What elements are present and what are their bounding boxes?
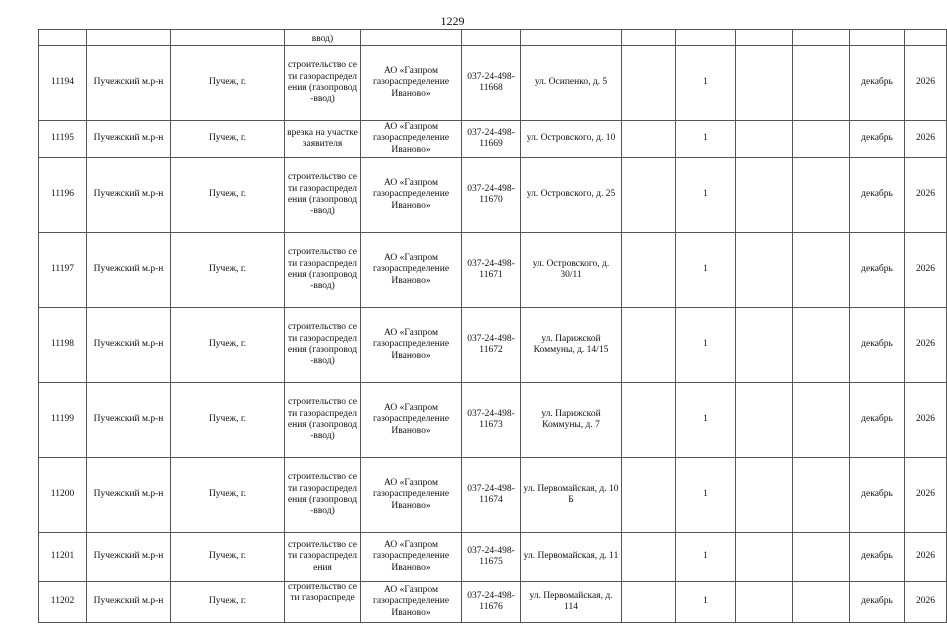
cell-empty xyxy=(736,30,793,46)
cell-empty xyxy=(622,308,676,383)
cell-count: 1 xyxy=(676,308,736,383)
cell-district: Пучежский м.р-н xyxy=(87,46,171,121)
cell-empty xyxy=(736,121,793,158)
cell-year: 2026 xyxy=(905,458,947,533)
cell-count: 1 xyxy=(676,121,736,158)
cell-count: 1 xyxy=(676,533,736,582)
cell-district: Пучежский м.р-н xyxy=(87,383,171,458)
cell-city: Пучеж, г. xyxy=(171,233,285,308)
table-row xyxy=(39,458,947,533)
cell-num: 11197 xyxy=(39,233,87,308)
cell-count: 1 xyxy=(676,582,736,623)
cell-year: 2026 xyxy=(905,533,947,582)
cell-empty xyxy=(736,533,793,582)
table-row xyxy=(39,121,947,158)
cell-count: 1 xyxy=(676,458,736,533)
cell-address xyxy=(521,30,622,46)
table-row xyxy=(39,582,947,623)
cell-city: Пучеж, г. xyxy=(171,533,285,582)
cell-month: декабрь xyxy=(850,46,905,121)
cell-city: Пучеж, г. xyxy=(171,121,285,158)
cell-code: 037-24-498-11671 xyxy=(462,233,521,308)
cell-num: 11195 xyxy=(39,121,87,158)
cell-district: Пучежский м.р-н xyxy=(87,121,171,158)
cell-code: 037-24-498-11668 xyxy=(462,46,521,121)
cell-org xyxy=(361,30,462,46)
cell-work: строительство сети газораспределения (газопровод-ввод) xyxy=(285,308,361,383)
cell-org: АО «Газпром газораспределение Иваново» xyxy=(361,458,462,533)
cell-work: строительство сети газораспределения (газопровод-ввод) xyxy=(285,383,361,458)
cell-empty xyxy=(736,158,793,233)
cell-empty xyxy=(622,46,676,121)
cell-year: 2026 xyxy=(905,158,947,233)
table-row xyxy=(39,308,947,383)
cell-city: Пучеж, г. xyxy=(171,582,285,623)
cell-year: 2026 xyxy=(905,308,947,383)
cell-count: 1 xyxy=(676,46,736,121)
cell-address: ул. Островского, д. 25 xyxy=(521,158,622,233)
cell-empty xyxy=(736,46,793,121)
cell-empty xyxy=(793,46,850,121)
cell-org: АО «Газпром газораспределение Иваново» xyxy=(361,308,462,383)
cell-month: декабрь xyxy=(850,233,905,308)
cell-code: 037-24-498-11672 xyxy=(462,308,521,383)
cell-org: АО «Газпром газораспределение Иваново» xyxy=(361,233,462,308)
cell-count: 1 xyxy=(676,233,736,308)
cell-year: 2026 xyxy=(905,582,947,623)
table-row xyxy=(39,533,947,582)
cell-empty xyxy=(793,158,850,233)
cell-address: ул. Островского, д. 10 xyxy=(521,121,622,158)
cell-work: строительство сети газораспределения (газопровод-ввод) xyxy=(285,458,361,533)
cell-month: декабрь xyxy=(850,533,905,582)
cell-district: Пучежский м.р-н xyxy=(87,582,171,623)
cell-month: декабрь xyxy=(850,121,905,158)
cell-code: 037-24-498-11675 xyxy=(462,533,521,582)
cell-city: Пучеж, г. xyxy=(171,46,285,121)
cell-empty xyxy=(793,233,850,308)
cell-empty xyxy=(622,30,676,46)
cell-district: Пучежский м.р-н xyxy=(87,458,171,533)
cell-code: 037-24-498-11674 xyxy=(462,458,521,533)
cell-org: АО «Газпром газораспределение Иваново» xyxy=(361,158,462,233)
cell-district: Пучежский м.р-н xyxy=(87,533,171,582)
cell-city: Пучеж, г. xyxy=(171,383,285,458)
cell-address: ул. Первомайская, д. 11 xyxy=(521,533,622,582)
cell-month: декабрь xyxy=(850,158,905,233)
cell-district xyxy=(87,30,171,46)
cell-empty xyxy=(736,233,793,308)
cell-num: 11198 xyxy=(39,308,87,383)
cell-address: ул. Первомайская, д. 114 xyxy=(521,582,622,623)
cell-city: Пучеж, г. xyxy=(171,458,285,533)
page-number: 1229 xyxy=(440,14,465,28)
cell-num xyxy=(39,30,87,46)
cell-empty xyxy=(622,383,676,458)
cell-year: 2026 xyxy=(905,383,947,458)
table-row xyxy=(39,383,947,458)
cell-year xyxy=(905,30,947,46)
cell-address: ул. Парижской Коммуны, д. 14/15 xyxy=(521,308,622,383)
cell-address: ул. Парижской Коммуны, д. 7 xyxy=(521,383,622,458)
cell-empty xyxy=(793,582,850,623)
cell-work: строительство сети газораспределения xyxy=(285,533,361,582)
cell-empty xyxy=(736,582,793,623)
cell-city: Пучеж, г. xyxy=(171,308,285,383)
cell-num: 11200 xyxy=(39,458,87,533)
cell-count: 1 xyxy=(676,158,736,233)
table-row xyxy=(39,233,947,308)
cell-year: 2026 xyxy=(905,46,947,121)
cell-org: АО «Газпром газораспределение Иваново» xyxy=(361,582,462,623)
cell-work: врезка на участке заявителя xyxy=(285,121,361,158)
cell-month: декабрь xyxy=(850,383,905,458)
cell-count xyxy=(676,30,736,46)
cell-code: 037-24-498-11673 xyxy=(462,383,521,458)
cell-empty xyxy=(622,533,676,582)
cell-address: ул. Островского, д. 30/11 xyxy=(521,233,622,308)
cell-address: ул. Первомайская, д. 10 Б xyxy=(521,458,622,533)
cell-work: строительство сети газораспреде xyxy=(285,582,361,623)
cell-num: 11202 xyxy=(39,582,87,623)
table-body xyxy=(39,46,947,623)
table-row xyxy=(39,46,947,121)
cell-month: декабрь xyxy=(850,458,905,533)
cell-month: декабрь xyxy=(850,308,905,383)
cell-empty xyxy=(736,383,793,458)
cell-org: АО «Газпром газораспределение Иваново» xyxy=(361,383,462,458)
cell-org: АО «Газпром газораспределение Иваново» xyxy=(361,46,462,121)
cell-empty xyxy=(793,30,850,46)
cell-empty xyxy=(793,533,850,582)
cell-empty xyxy=(622,121,676,158)
cell-empty xyxy=(622,582,676,623)
cell-num: 11196 xyxy=(39,158,87,233)
cell-num: 11194 xyxy=(39,46,87,121)
cell-city xyxy=(171,30,285,46)
cell-month xyxy=(850,30,905,46)
cell-empty xyxy=(793,383,850,458)
cell-address: ул. Осипенко, д. 5 xyxy=(521,46,622,121)
cell-district: Пучежский м.р-н xyxy=(87,233,171,308)
cell-empty xyxy=(736,458,793,533)
cell-empty xyxy=(622,458,676,533)
cell-code xyxy=(462,30,521,46)
continuation-row xyxy=(39,30,947,46)
cell-num: 11201 xyxy=(39,533,87,582)
cell-district: Пучежский м.р-н xyxy=(87,158,171,233)
cell-year: 2026 xyxy=(905,121,947,158)
cell-empty xyxy=(793,121,850,158)
cell-empty xyxy=(736,308,793,383)
cell-month: декабрь xyxy=(850,582,905,623)
cell-org: АО «Газпром газораспределение Иваново» xyxy=(361,121,462,158)
registry-table xyxy=(38,29,947,623)
cell-year: 2026 xyxy=(905,233,947,308)
cell-code: 037-24-498-11676 xyxy=(462,582,521,623)
table-row xyxy=(39,158,947,233)
cell-city: Пучеж, г. xyxy=(171,158,285,233)
cell-work: строительство сети газораспределения (газопровод-ввод) xyxy=(285,158,361,233)
cell-count: 1 xyxy=(676,383,736,458)
cell-empty xyxy=(793,308,850,383)
cell-num: 11199 xyxy=(39,383,87,458)
cell-empty xyxy=(793,458,850,533)
cell-code: 037-24-498-11669 xyxy=(462,121,521,158)
cell-empty xyxy=(622,233,676,308)
cell-work: ввод) xyxy=(285,30,361,46)
cell-empty xyxy=(622,158,676,233)
cell-code: 037-24-498-11670 xyxy=(462,158,521,233)
cell-org: АО «Газпром газораспределение Иваново» xyxy=(361,533,462,582)
cell-work: строительство сети газораспределения (газопровод-ввод) xyxy=(285,46,361,121)
cell-district: Пучежский м.р-н xyxy=(87,308,171,383)
cell-work: строительство сети газораспределения (газопровод-ввод) xyxy=(285,233,361,308)
